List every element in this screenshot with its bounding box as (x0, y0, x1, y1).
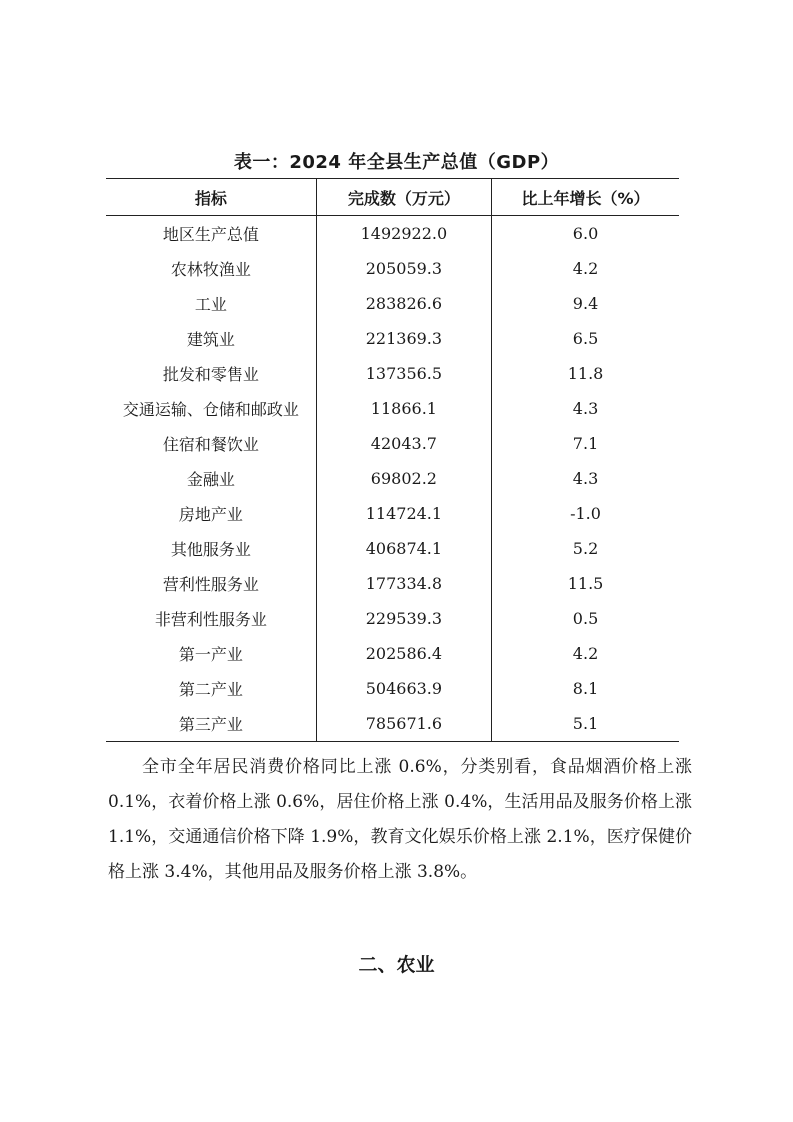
table-row (106, 391, 679, 426)
row-growth: 4.3 (572, 399, 599, 418)
row-value: 42043.7 (316, 426, 491, 461)
row-indicator: 农林牧渔业 (106, 251, 316, 286)
row-growth: 0.5 (572, 609, 599, 628)
row-growth: 8.1 (572, 679, 599, 698)
row-indicator: 第三产业 (106, 706, 316, 742)
header-growth: 比上年增长（%） (492, 179, 679, 216)
row-growth: 6.0 (572, 224, 599, 243)
table-row (106, 426, 679, 461)
row-indicator: 交通运输、仓储和邮政业 (106, 391, 316, 426)
row-indicator: 金融业 (106, 461, 316, 496)
section-heading: 二、农业 (358, 954, 435, 976)
cpi-paragraph: 全市全年居民消费价格同比上涨 0.6%，分类别看，食品烟酒价格上涨 0.1%，衣着价格上涨 0.6%，居住价格上涨 0.4%，生活用品及服务价格上涨 1.1%，交通通信价格下降 1.9%，教育文化娱乐价格上涨 2.1%，医疗保健价格上涨 3.4%，其他用品及服务价格上涨 3.8%。 (108, 757, 692, 882)
row-growth: 4.3 (572, 469, 599, 488)
row-indicator: 房地产业 (106, 496, 316, 531)
row-indicator: 建筑业 (106, 321, 316, 356)
header-value: 完成数（万元） (316, 179, 491, 216)
row-growth: 9.4 (572, 294, 599, 313)
row-growth: 6.5 (572, 329, 599, 348)
row-value: 229539.3 (316, 601, 491, 636)
row-value: 177334.8 (316, 566, 491, 601)
row-value: 11866.1 (316, 391, 491, 426)
table-row (106, 671, 679, 706)
row-growth: 11.8 (567, 364, 604, 383)
row-indicator: 营利性服务业 (106, 566, 316, 601)
row-value: 406874.1 (316, 531, 491, 566)
row-value: 283826.6 (316, 286, 491, 321)
row-growth: -1.0 (570, 504, 601, 523)
row-indicator: 批发和零售业 (106, 356, 316, 391)
header-indicator: 指标 (106, 179, 316, 216)
row-growth: 11.5 (567, 574, 604, 593)
row-growth: 4.2 (572, 259, 599, 278)
table-row (106, 566, 679, 601)
table-title: 表一：2024 年全县生产总值（GDP） (233, 152, 560, 173)
gdp-table (106, 178, 679, 742)
table-row (106, 706, 679, 742)
row-indicator: 第二产业 (106, 671, 316, 706)
row-indicator: 工业 (106, 286, 316, 321)
row-value: 69802.2 (316, 461, 491, 496)
table-row (106, 601, 679, 636)
table-row (106, 216, 679, 252)
table-row (106, 461, 679, 496)
row-indicator: 第一产业 (106, 636, 316, 671)
table-row (106, 321, 679, 356)
row-value: 221369.3 (316, 321, 491, 356)
row-value: 205059.3 (316, 251, 491, 286)
row-value: 785671.6 (316, 706, 491, 742)
row-value: 114724.1 (316, 496, 491, 531)
row-growth: 7.1 (572, 434, 599, 453)
table-row (106, 531, 679, 566)
row-indicator: 住宿和餐饮业 (106, 426, 316, 461)
row-growth: 5.1 (492, 706, 679, 742)
table-row (106, 286, 679, 321)
table-row (106, 496, 679, 531)
row-indicator: 非营利性服务业 (106, 601, 316, 636)
row-value: 202586.4 (316, 636, 491, 671)
row-value: 504663.9 (316, 671, 491, 706)
row-indicator: 地区生产总值 (106, 216, 316, 252)
row-indicator: 其他服务业 (106, 531, 316, 566)
row-value: 1492922.0 (316, 216, 491, 252)
table-header-row (106, 179, 679, 216)
row-value: 137356.5 (316, 356, 491, 391)
table-row (106, 356, 679, 391)
row-growth: 5.2 (572, 539, 599, 558)
row-growth: 4.2 (572, 644, 599, 663)
table-row (106, 636, 679, 671)
table-row (106, 251, 679, 286)
